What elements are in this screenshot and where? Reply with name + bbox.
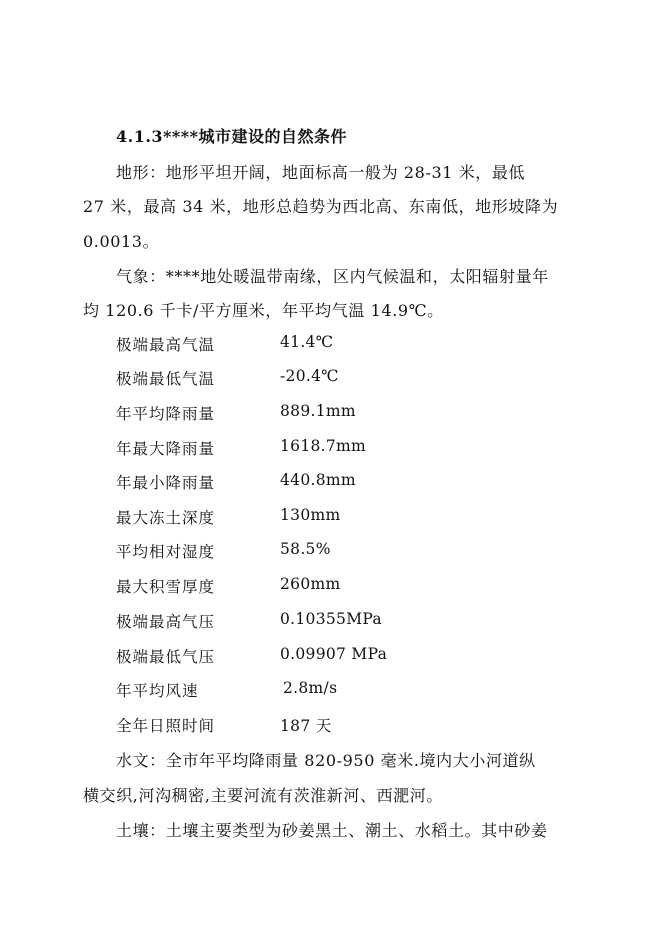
stat-value: 58.5%	[280, 540, 331, 558]
stat-label: 极端最高气温	[116, 336, 216, 354]
climate-line-2: 均 120.6 千卡/平方厘米，年平均气温 14.9℃。	[83, 301, 444, 320]
hydrology-line-2: 横交织,河沟稠密,主要河流有茨淮新河、西淝河。	[83, 786, 443, 805]
stat-value: 2.8m/s	[283, 679, 338, 697]
stat-value: 440.8mm	[280, 471, 356, 489]
terrain-line-2: 27 米，最高 34 米，地形总趋势为西北高、东南低，地形坡降为	[83, 197, 559, 216]
stat-label: 最大积雪厚度	[116, 578, 216, 596]
stat-label: 最大冻土深度	[116, 509, 216, 527]
stat-label: 年最大降雨量	[116, 440, 216, 458]
stat-label: 年最小降雨量	[116, 474, 216, 492]
stat-label: 年平均风速	[116, 682, 199, 700]
stat-value: 1618.7mm	[280, 437, 367, 455]
stat-label: 全年日照时间	[116, 717, 216, 735]
stat-value: 41.4℃	[280, 333, 334, 351]
stat-label: 极端最低气压	[116, 648, 216, 666]
stat-label: 年平均降雨量	[116, 405, 216, 423]
terrain-line-3: 0.0013。	[83, 232, 160, 251]
stat-value: 130mm	[280, 506, 341, 524]
stat-value: 260mm	[280, 575, 341, 593]
terrain-line-1: 地形：地形平坦开阔，地面标高一般为 28-31 米，最低	[116, 163, 526, 182]
stat-value: -20.4℃	[280, 367, 339, 385]
soil-line-1: 土壤：土壤主要类型为砂姜黑土、潮土、水稻土。其中砂姜	[116, 821, 548, 840]
stat-value: 187 天	[280, 717, 332, 735]
stat-value: 889.1mm	[280, 402, 356, 420]
section-heading: 4.1.3****城市建设的自然条件	[116, 127, 348, 146]
stat-value: 0.10355MPa	[280, 610, 382, 628]
hydrology-line-1: 水文：全市年平均降雨量 820-950 毫米.境内大小河道纵	[116, 751, 536, 770]
stat-label: 极端最低气温	[116, 370, 216, 388]
climate-line-1: 气象：****地处暖温带南缘，区内气候温和，太阳辐射量年	[116, 267, 549, 286]
stat-label: 平均相对湿度	[116, 543, 216, 561]
stat-value: 0.09907 MPa	[280, 645, 388, 663]
stat-label: 极端最高气压	[116, 613, 216, 631]
